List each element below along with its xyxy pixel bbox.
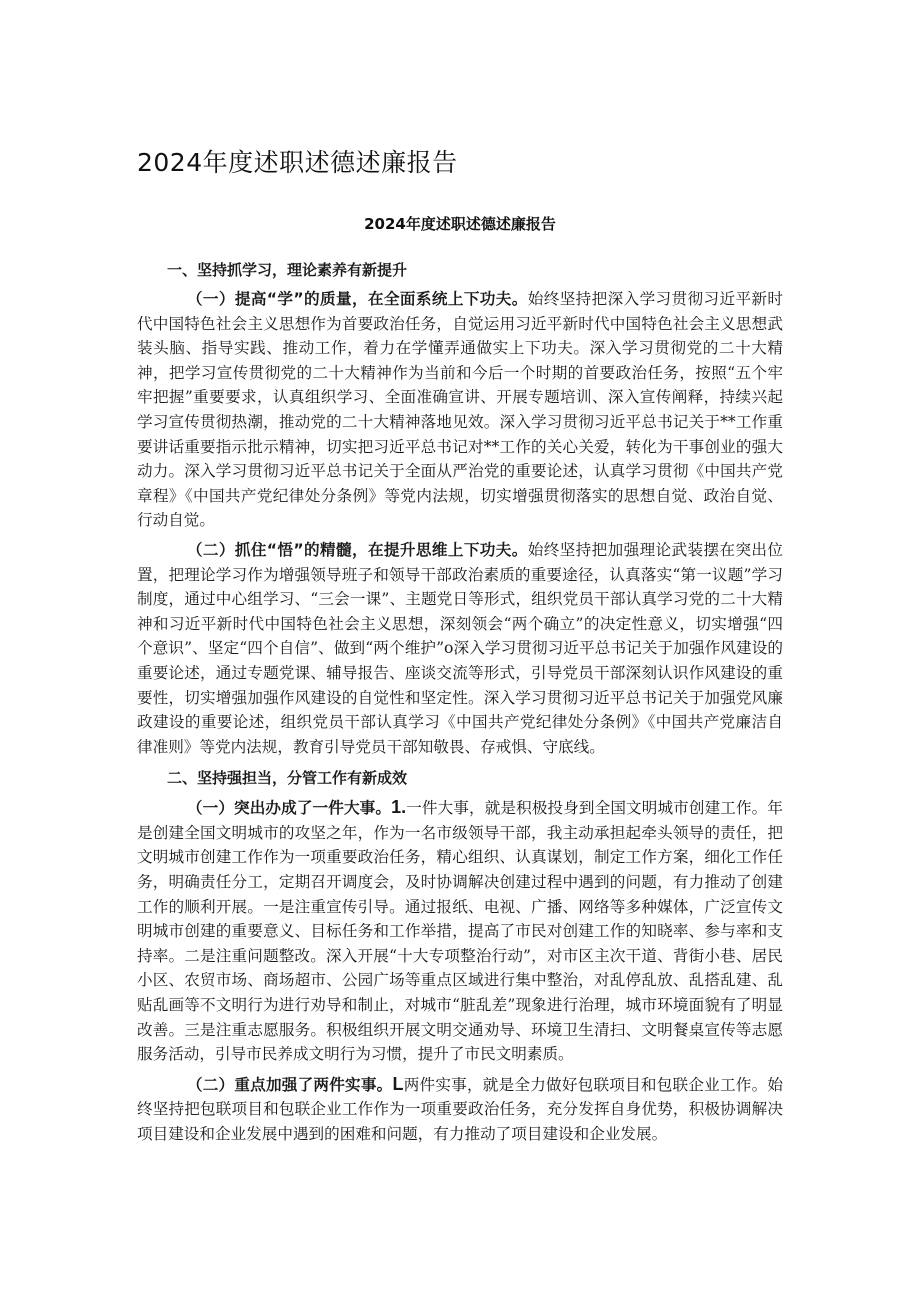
paragraph-text: 始终坚持把深入学习贯彻习近平新时代中国特色社会主义思想作为首要政治任务，自觉运用习近平新时代中国特色社会主义思想武装头脑、指导实践、推动工作，着力在学懂弄通做实上下功夫。深入学习贯彻党的二十大精神，把学习宣传贯彻党的二十大精神作为当前和今后一个时期的首要政治任务，按照“五个牢牢把握”重要要求，认真组织学习、全面准确宣讲、开展专题培训、深入宣传阐释，持续兴起学习宣传贯彻热潮，推动党的二十大精神落地见效。深入学习贯彻习近平总书记关于**工作重要讲话重要指示批示精神，切实把习近平总书记对**工作的关心关爱，转化为干事创业的强大动力。深入学习贯彻习近平总书记关于全面从严治党的重要论述，认真学习贯彻《中国共产党章程》《中国共产党纪律处分条例》等党内法规，切实增强贯彻落实的思想自觉、政治自觉、行动自觉。: [137, 290, 783, 530]
document-subtitle: 2024年度述职述德述廉报告: [364, 215, 556, 233]
document-body: [137, 256, 783, 1152]
list-marker: 1.: [391, 797, 407, 818]
document-title: 2024年度述职述德述廉报告: [137, 148, 458, 177]
paragraph-lead: （二）重点加强了两件实事。: [186, 1075, 393, 1094]
paragraph-2-1: [137, 795, 783, 1067]
list-marker: L: [392, 1073, 404, 1094]
section-heading-2: 二、坚持强担当，分管工作有新成效: [167, 769, 408, 788]
paragraph-1-2: [137, 538, 783, 759]
paragraph-lead: （一）突出办成了一件大事。: [186, 799, 392, 818]
paragraph-lead: （二）抓住“悟”的精髓，在提升思维上下功夫。: [186, 540, 528, 559]
paragraph-2-2: [137, 1072, 783, 1147]
paragraph-text: 两件实事，就是全力做好包联项目和包联企业工作。始终坚持把包联项目和包联企业工作作为一项重要政治任务，充分发挥自身优势，积极协调解决项目建设和企业发展中遇到的困难和问题，有力推动了项目建设和企业发展。: [137, 1075, 783, 1143]
section-heading-1: 一、坚持抓学习，理论素养有新提升: [167, 261, 408, 279]
paragraph-1-1: [137, 287, 783, 533]
paragraph-text: 一件大事，就是积极投身到全国文明城市创建工作。年是创建全国文明城市的攻坚之年，作为一名市级领导干部，我主动承担起牵头领导的责任，把文明城市创建工作作为一项重要政治任务，精心组织、认真谋划，制定工作方案，细化工作任务，明确责任分工，定期召开调度会，及时协调解决创建过程中遇到的问题，有力推动了创建工作的顺利开展。一是注重宣传引导。通过报纸、电视、广播、网络等多种媒体，广泛宣传文明城市创建的重要意义、目标任务和工作举措，提高了市民对创建工作的知晓率、参与率和支持率。二是注重问题整改。深入开展“十大专项整治行动”，对市区主次干道、背街小巷、居民小区、农贸市场、商场超市、公园广场等重点区域进行集中整治，对乱停乱放、乱搭乱建、乱贴乱画等不文明行为进行劝导和制止，对城市“脏乱差”现象进行治理，城市环境面貌有了明显改善。三是注重志愿服务。积极组织开展文明交通劝导、环境卫生清扫、文明餐桌宣传等志愿服务活动，引导市民养成文明行为习惯，提升了市民文明素质。: [137, 799, 783, 1064]
paragraph-text: 始终坚持把加强理论武装摆在突出位置，把理论学习作为增强领导班子和领导干部政治素质的重要途径，认真落实“第一议题”学习制度，通过中心组学习、“三会一课”、主题党日等形式，组织党员干部认真学习党的二十大精神和习近平新时代中国特色社会主义思想，深刻领会“两个确立”的决定性意义，切实增强“四个意识”、坚定“四个自信”、做到“两个维护”o深入学习贯彻习近平总书记关于加强作风建设的重要论述，通过专题党课、辅导报告、座谈交流等形式，引导党员干部深刻认识作风建设的重要性，切实增强加强作风建设的自觉性和坚定性。深入学习贯彻习近平总书记关于加强党风廉政建设的重要论述，组织党员干部认真学习《中国共产党纪律处分条例》《中国共产党廉洁自律准则》等党内法规，教育引导党员干部知敬畏、存戒惧、守底线。: [137, 540, 783, 756]
paragraph-lead: （一）提高“学”的质量，在全面系统上下功夫。: [186, 290, 528, 308]
